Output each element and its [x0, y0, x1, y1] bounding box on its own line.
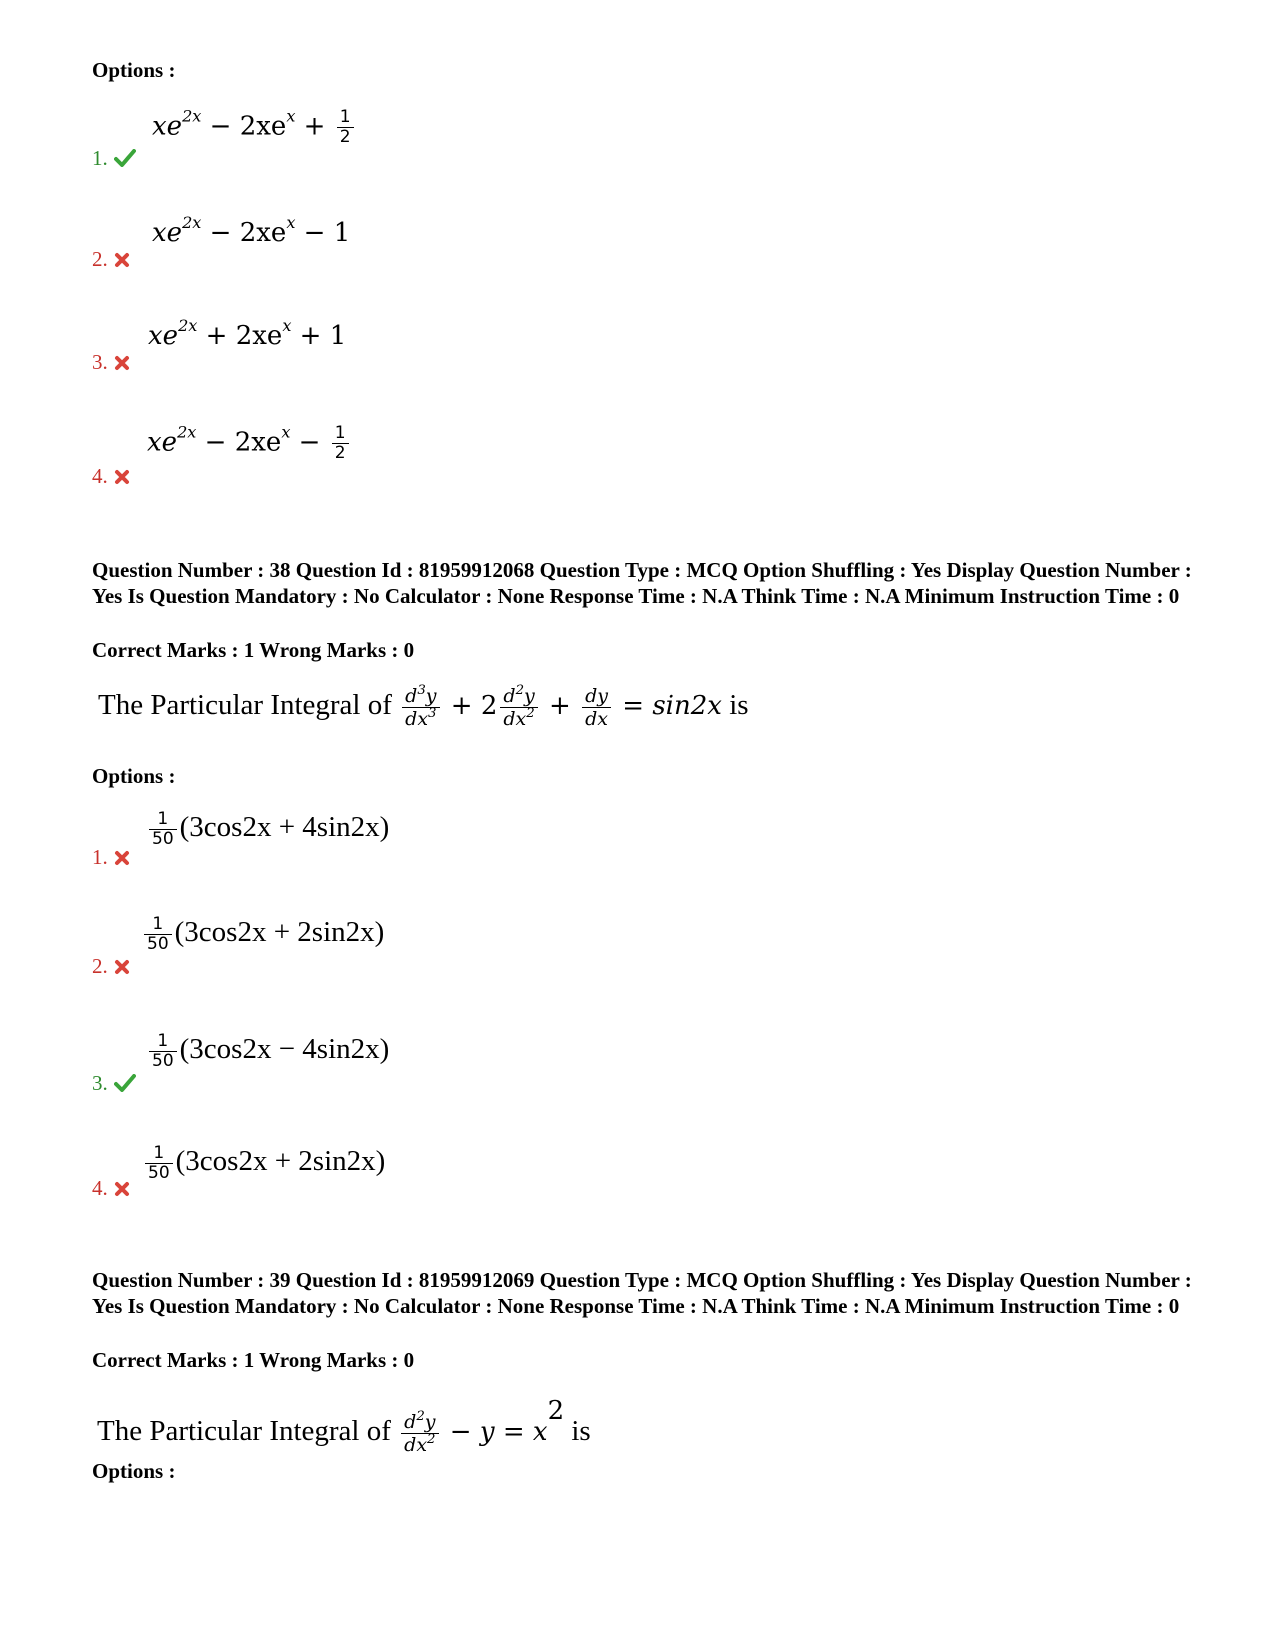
option-number: 3. — [92, 350, 130, 374]
question-marks: Correct Marks : 1 Wrong Marks : 0 — [92, 1348, 415, 1372]
question-meta: Question Number : 38 Question Id : 81959912068 Question Type : MCQ Option Shuffling : Yes Display Question Number : Yes Is Question Mandatory : No Calculator : None Response Time : N.A Think Time : N.A Minimum Instruction Time : 0 — [92, 558, 1192, 608]
cross-icon — [114, 850, 130, 866]
check-icon — [114, 1074, 136, 1092]
option-number: 1. — [92, 845, 130, 869]
option-number: 4. — [92, 1176, 130, 1200]
options-label: Options : — [92, 764, 176, 788]
question-meta: Question Number : 39 Question Id : 81959912069 Question Type : MCQ Option Shuffling : Yes Display Question Number : Yes Is Question Mandatory : No Calculator : None Response Time : N.A Think Time : N.A Minimum Instruction Time : 0 — [92, 1268, 1192, 1318]
options-label: Options : — [92, 1459, 176, 1483]
option-number: 3. — [92, 1071, 136, 1095]
option-expression: $xe^{2x} - 2xe^x$ − $\frac{1}{2}$ — [147, 424, 352, 463]
cross-icon — [114, 1181, 130, 1197]
option-expression: $\frac{1}{50}$ (3cos2x + 2sin2x) — [141, 915, 384, 954]
cross-icon — [114, 355, 130, 371]
option-expression: $xe^{2x} + 2xe^x + 1$ — [148, 316, 347, 351]
cross-icon — [114, 469, 130, 485]
cross-icon — [114, 959, 130, 975]
options-label: Options : — [92, 58, 176, 82]
option-number: 2. — [92, 954, 130, 978]
cross-icon — [114, 252, 130, 268]
option-expression: $xe^{2x} - 2xe^x$ + $\frac{1}{2}$ — [152, 108, 357, 147]
question-text: The Particular Integral of $\frac{d^2y}{dx^2}$ − $y = x^2$ is — [97, 1396, 591, 1456]
option-expression: $\frac{1}{50}$ (3cos2x − 4sin2x) — [146, 1032, 389, 1071]
question-marks: Correct Marks : 1 Wrong Marks : 0 — [92, 638, 415, 662]
option-expression: $\frac{1}{50}$ (3cos2x + 4sin2x) — [146, 810, 389, 849]
question-text: The Particular Integral of $\frac{d^3y}{dx^3}$ + 2 $\frac{d^2y}{dx^2}$ + $\frac{dy}{dx}$ = sin2x is — [98, 683, 749, 730]
option-expression: $\frac{1}{50}$ (3cos2x + 2sin2x) — [142, 1144, 385, 1183]
option-number: 2. — [92, 247, 130, 271]
option-number: 1. — [92, 146, 136, 170]
check-icon — [114, 149, 136, 167]
option-number: 4. — [92, 464, 130, 488]
option-expression: $xe^{2x} - 2xe^x - 1$ — [152, 213, 351, 248]
